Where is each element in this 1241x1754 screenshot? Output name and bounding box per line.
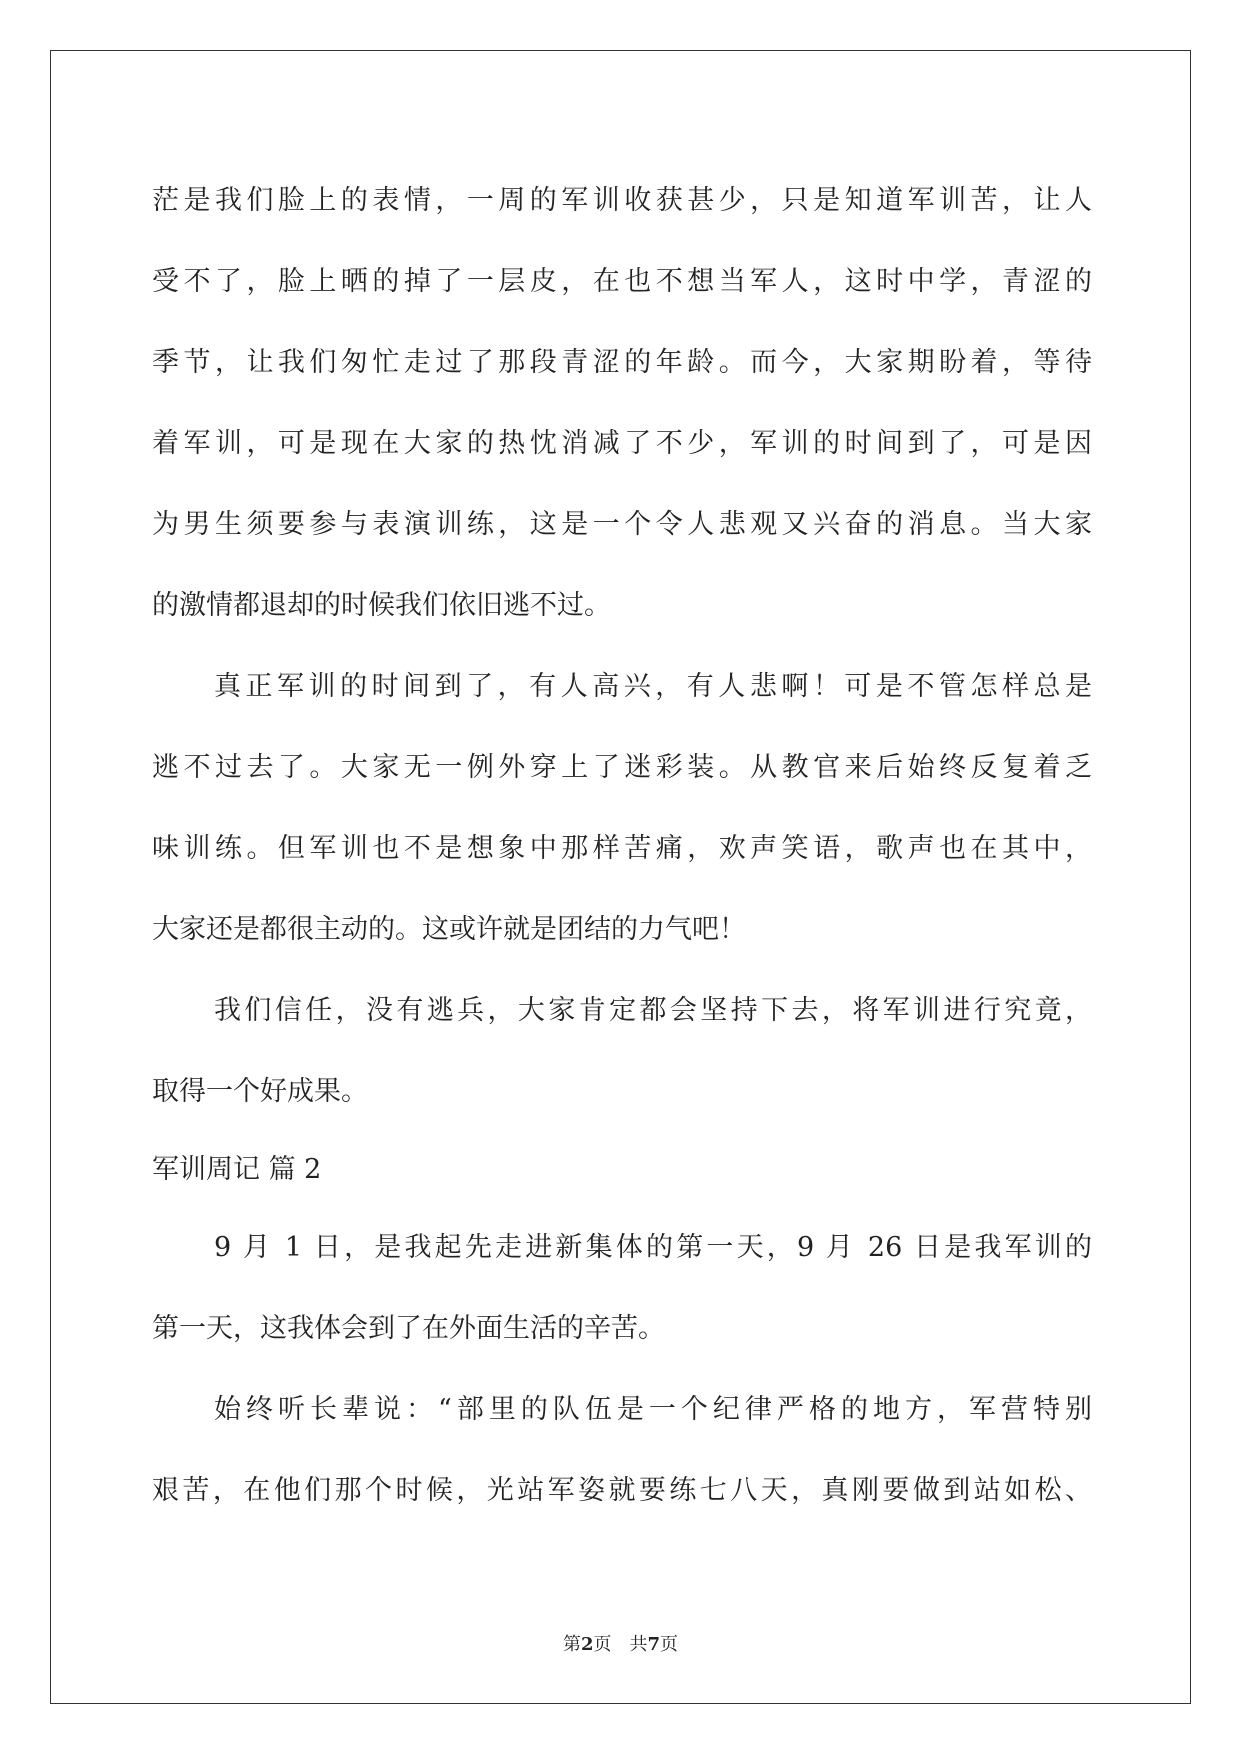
paragraph-line: 我们信任，没有逃兵，大家肯定都会坚持下去，将军训进行究竟， — [214, 995, 1092, 1026]
paragraph-line: 为男生须要参与表演训练，这是一个令人悲观又兴奋的消息。当大家 — [152, 509, 1092, 540]
paragraph-line: 艰苦，在他们那个时候，光站军姿就要练七八天，真刚要做到站如松、 — [152, 1475, 1092, 1506]
paragraph-line: 的激情都退却的时候我们依旧逃不过。 — [152, 590, 611, 621]
paragraph-line: 始终听长辈说：“部里的队伍是一个纪律严格的地方，军营特别 — [214, 1394, 1092, 1425]
total-pages: 7 — [647, 1634, 661, 1655]
paragraph-line: 味训练。但军训也不是想象中那样苦痛，欢声笑语，歌声也在其中， — [152, 833, 1092, 864]
paragraph-line: 茫是我们脸上的表情，一周的军训收获甚少，只是知道军训苦，让人 — [152, 185, 1092, 216]
page-number: 2 — [580, 1634, 594, 1655]
document-body — [152, 160, 1092, 1531]
total-prefix: 共 — [629, 1634, 648, 1655]
page-prefix: 第 — [562, 1634, 581, 1655]
paragraph-line: 大家还是都很主动的。这或许就是团结的力气吧！ — [152, 914, 746, 945]
paragraph-line: 9 月 1 日，是我起先走进新集体的第一天，9 月 26 日是我军训的 — [214, 1232, 1092, 1263]
page-footer — [0, 1630, 1241, 1656]
paragraph-line: 受不了，脸上晒的掉了一层皮，在也不想当军人，这时中学，青涩的 — [152, 266, 1092, 297]
total-suffix: 页 — [660, 1634, 679, 1655]
paragraph-line: 取得一个好成果。 — [152, 1076, 368, 1107]
paragraph-line: 真正军训的时间到了，有人高兴，有人悲啊！可是不管怎样总是 — [214, 671, 1092, 702]
page-suffix: 页 — [593, 1634, 612, 1655]
paragraph-line: 逃不过去了。大家无一例外穿上了迷彩装。从教官来后始终反复着乏 — [152, 752, 1092, 783]
paragraph-line: 第一天，这我体会到了在外面生活的辛苦。 — [152, 1313, 665, 1344]
paragraph-line: 着军训，可是现在大家的热忱消减了不少，军训的时间到了，可是因 — [152, 428, 1092, 459]
section-heading: 军训周记 篇 2 — [152, 1154, 322, 1185]
paragraph-line: 季节，让我们匆忙走过了那段青涩的年龄。而今，大家期盼着，等待 — [152, 347, 1092, 378]
